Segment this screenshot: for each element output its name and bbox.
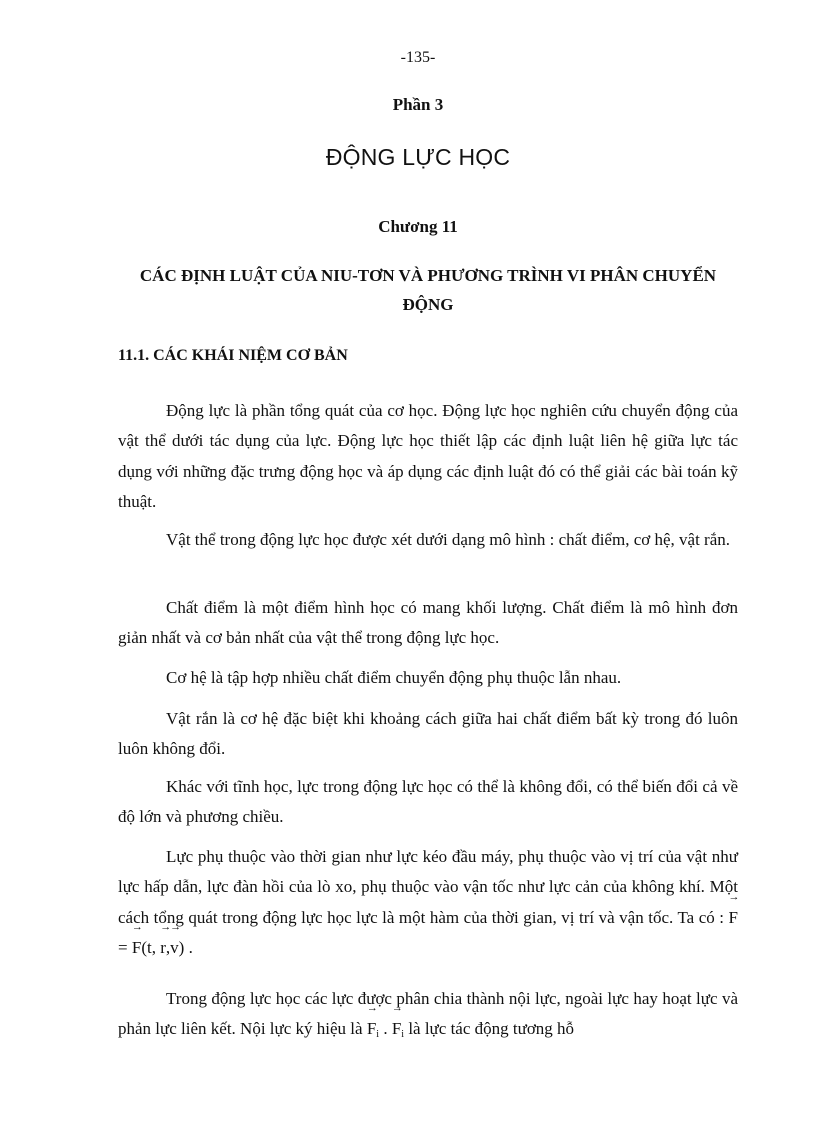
paragraph	[118, 663, 738, 693]
force-formula: → F = → F(t, → r,→ v) .	[118, 908, 738, 957]
vector-v: → v	[170, 933, 179, 963]
paragraph-text: Cơ hệ là tập hợp nhiều chất điểm chuyển động phụ thuộc lẫn nhau.	[166, 668, 622, 687]
paragraph	[118, 593, 738, 654]
part-title: ĐỘNG LỰC HỌC	[325, 144, 511, 170]
vector-F: → F	[729, 903, 738, 933]
section-heading: 11.1. CÁC KHÁI NIỆM CƠ BẢN	[118, 347, 348, 364]
chapter-label: Chương 11	[378, 217, 458, 236]
paragraph: Trong động lực học các lực được phân chia thành nội lực, ngoài lực hay hoạt lực và phản lực liên kết. Nội lực ký hiệu là → $F_i$ . → $F_i$ là lực tác động tương hỗ	[118, 984, 738, 1051]
paragraph	[118, 842, 738, 963]
part-label: Phần 3	[392, 95, 444, 114]
internal-force-symbol: → $F_i$	[367, 1019, 379, 1038]
paragraph-text: Lực phụ thuộc vào thời gian như lực kéo đầu máy, phụ thuộc vào vị trí của vật như lực hấp dẫn, lực đàn hồi của lò xo, phụ thuộc vào vận tốc như lực cản của không khí. Một cách tổng quát trong động lực học lực là một hàm của thời gian, vị trí và vận tốc. Ta có :	[118, 847, 738, 927]
vector-r: → r	[160, 933, 166, 963]
vector-F: → F	[132, 933, 141, 963]
paragraph-text: Vật rắn là cơ hệ đặc biệt khi khoảng cách giữa hai chất điểm bất kỳ trong đó luôn luôn không đổi.	[118, 709, 738, 759]
paragraph	[118, 525, 738, 555]
paragraph-text: Trong động lực học các lực được phân chia thành nội lực, ngoài lực hay hoạt lực và phản lực liên kết. Nội lực ký hiệu là	[118, 989, 738, 1039]
internal-force-symbol: → $F_i$	[392, 1019, 404, 1038]
chapter-title: CÁC ĐỊNH LUẬT CỦA NIU-TƠN VÀ PHƯƠNG TRÌNH VI PHÂN CHUYỂN ĐỘNG	[139, 266, 717, 314]
paragraph	[118, 396, 738, 517]
paragraph	[118, 772, 738, 833]
paragraph-text: Vật thể trong động lực học được xét dưới dạng mô hình : chất điểm, cơ hệ, vật rắn.	[166, 530, 730, 549]
paragraph-text: Động lực là phần tổng quát của cơ học. Động lực học nghiên cứu chuyển động của vật thể dưới tác dụng của lực. Động lực học thiết lập các định luật liên hệ giữa lực tác dụng với những đặc trưng động học và áp dụng các định luật đó có thể giải các bài toán kỹ thuật.	[118, 401, 738, 511]
page-number: -135-	[400, 49, 436, 66]
paragraph-text: Khác với tĩnh học, lực trong động lực học có thể là không đổi, có thể biến đổi cả về độ lớn và phương chiều.	[118, 777, 738, 827]
paragraph-text: Chất điểm là một điểm hình học có mang khối lượng. Chất điểm là mô hình đơn giản nhất và cơ bản nhất của vật thể trong động lực học.	[118, 598, 738, 648]
paragraph	[118, 704, 738, 765]
paragraph-text: là lực tác động tương hỗ	[408, 1019, 575, 1039]
